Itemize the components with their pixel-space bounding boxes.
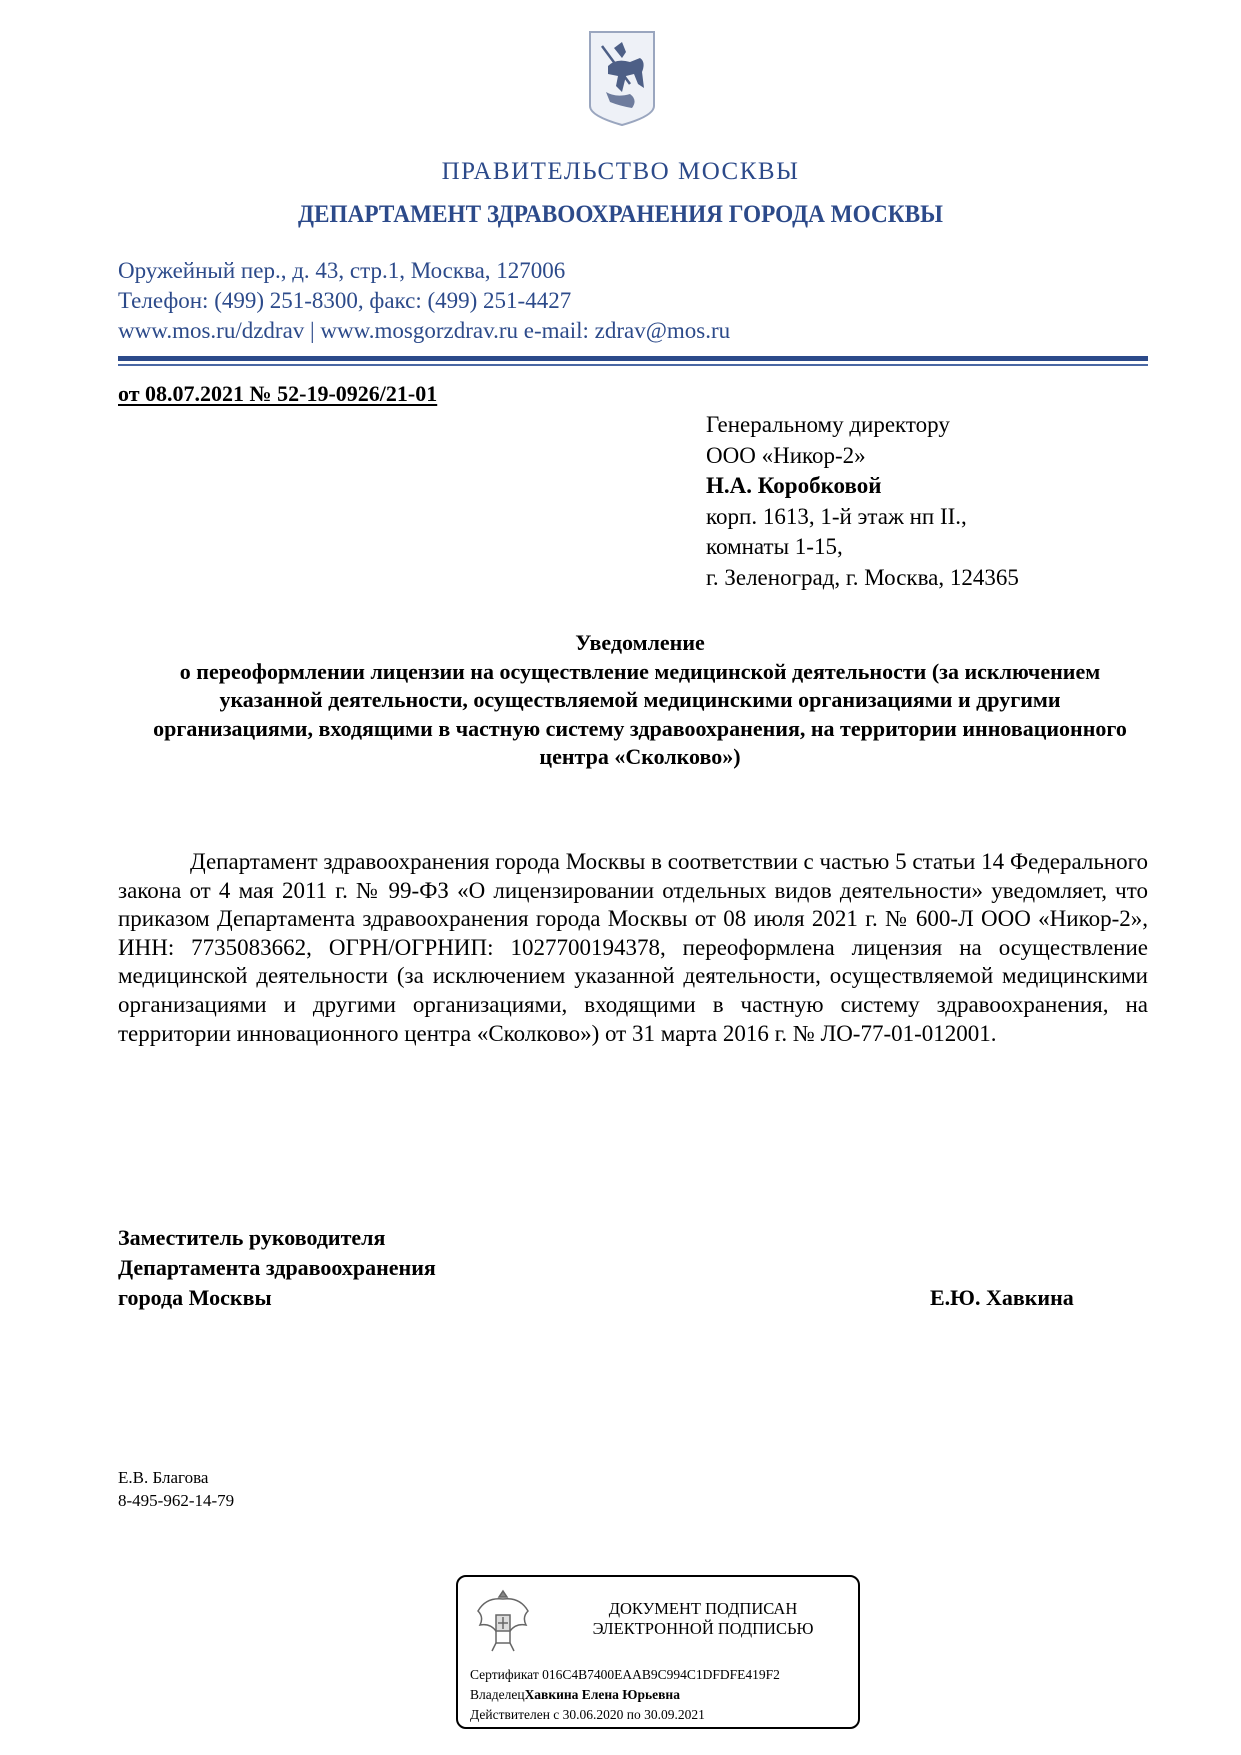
addressee-name: Н.А. Коробковой [706, 473, 882, 498]
esign-owner-value: Хавкина Елена Юрьевна [524, 1687, 680, 1702]
esign-certificate-value: 016C4B7400EAAB9C994C1DFDFE419F2 [542, 1667, 780, 1682]
government-title: ПРАВИТЕЛЬСТВО МОСКВЫ [441, 158, 800, 185]
esign-certificate [470, 1665, 780, 1685]
department-title: ДЕПАРТАМЕНТ ЗДРАВООХРАНЕНИЯ ГОРОДА МОСКВЫ [298, 201, 943, 228]
signer-position-line: Заместитель руководителя [118, 1225, 386, 1250]
executor-phone: 8-495-962-14-79 [118, 1491, 235, 1510]
esign-owner [470, 1685, 780, 1705]
moscow-coat-of-arms-icon [586, 28, 658, 128]
notice-title: Уведомление [575, 630, 705, 655]
body-text [118, 848, 1148, 1048]
addressee-address-line: корп. 1613, 1-й этаж нп II., [706, 503, 967, 529]
esign-details [470, 1665, 780, 1725]
addressee-block [706, 410, 1019, 593]
signer-position-line: Департамента здравоохранения [118, 1255, 436, 1280]
esign-validity: Действителен с 30.06.2020 по 30.09.2021 [470, 1707, 705, 1722]
signer-name: Е.Ю. Хавкина [930, 1285, 1074, 1310]
contact-address: Оружейный пер., д. 43, стр.1, Москва, 127006 [118, 258, 566, 283]
notice-subtitle: о переоформлении лицензии на осуществление медицинской деятельности (за исключением указанной деятельности, осуществляемой медицинскими организациями и другими организациями, входящими в частную систему здравоохранения, на территории инновационного центра «Сколково») [153, 658, 1127, 769]
addressee-address-line: г. Зеленоград, г. Москва, 124365 [706, 564, 1019, 590]
esign-owner-label: Владелец [470, 1687, 525, 1702]
esign-heading-line: ДОКУМЕНТ ПОДПИСАН [608, 1599, 798, 1618]
addressee-address-line: комнаты 1-15, [706, 534, 843, 559]
signer-position-line: города Москвы [118, 1285, 272, 1310]
header-divider-thick [118, 356, 1148, 361]
signer-position [118, 1223, 436, 1313]
contact-web-email: www.mos.ru/dzdrav | www.mosgorzdrav.ru e-mail: zdrav@mos.ru [118, 318, 731, 343]
esign-heading-line: ЭЛЕКТРОННОЙ ПОДПИСЬЮ [592, 1619, 814, 1638]
executor-block [118, 1466, 234, 1512]
electronic-signature-stamp [456, 1575, 860, 1729]
document-reference: от 08.07.2021 № 52-19-0926/21-01 [118, 381, 438, 406]
executor-name: Е.В. Благова [118, 1468, 209, 1487]
russian-eagle-emblem-icon [474, 1587, 532, 1655]
header-divider-thin [118, 364, 1148, 366]
esign-certificate-label: Сертификат [470, 1667, 539, 1682]
body-paragraph: Департамент здравоохранения города Москвы в соответствии с частью 5 статьи 14 Федерального закона от 4 мая 2011 г. № 99-ФЗ «О лицензировании отдельных видов деятельности» уведомляет, что приказом Департамента здравоохранения города Москвы от 08 июля 2021 г. № 600-Л ООО «Никор-2», ИНН: 7735083662, ОГРН/ОГРНИП: 1027700194378, переоформлена лицензия на осуществление медицинской деятельности (за исключением указанной деятельности, осуществляемой медицинскими организациями и другими организациями, входящими в частную систему здравоохранения, на территории инновационного центра «Сколково») от 31 марта 2016 г. № ЛО-77-01-012001. [118, 849, 1148, 1046]
contact-phone: Телефон: (499) 251-8300, факс: (499) 251-4427 [118, 288, 572, 313]
addressee-position: Генеральному директору [706, 412, 950, 437]
notice-heading [140, 629, 1140, 772]
addressee-organization: ООО «Никор-2» [706, 442, 866, 468]
esign-heading [558, 1599, 848, 1639]
